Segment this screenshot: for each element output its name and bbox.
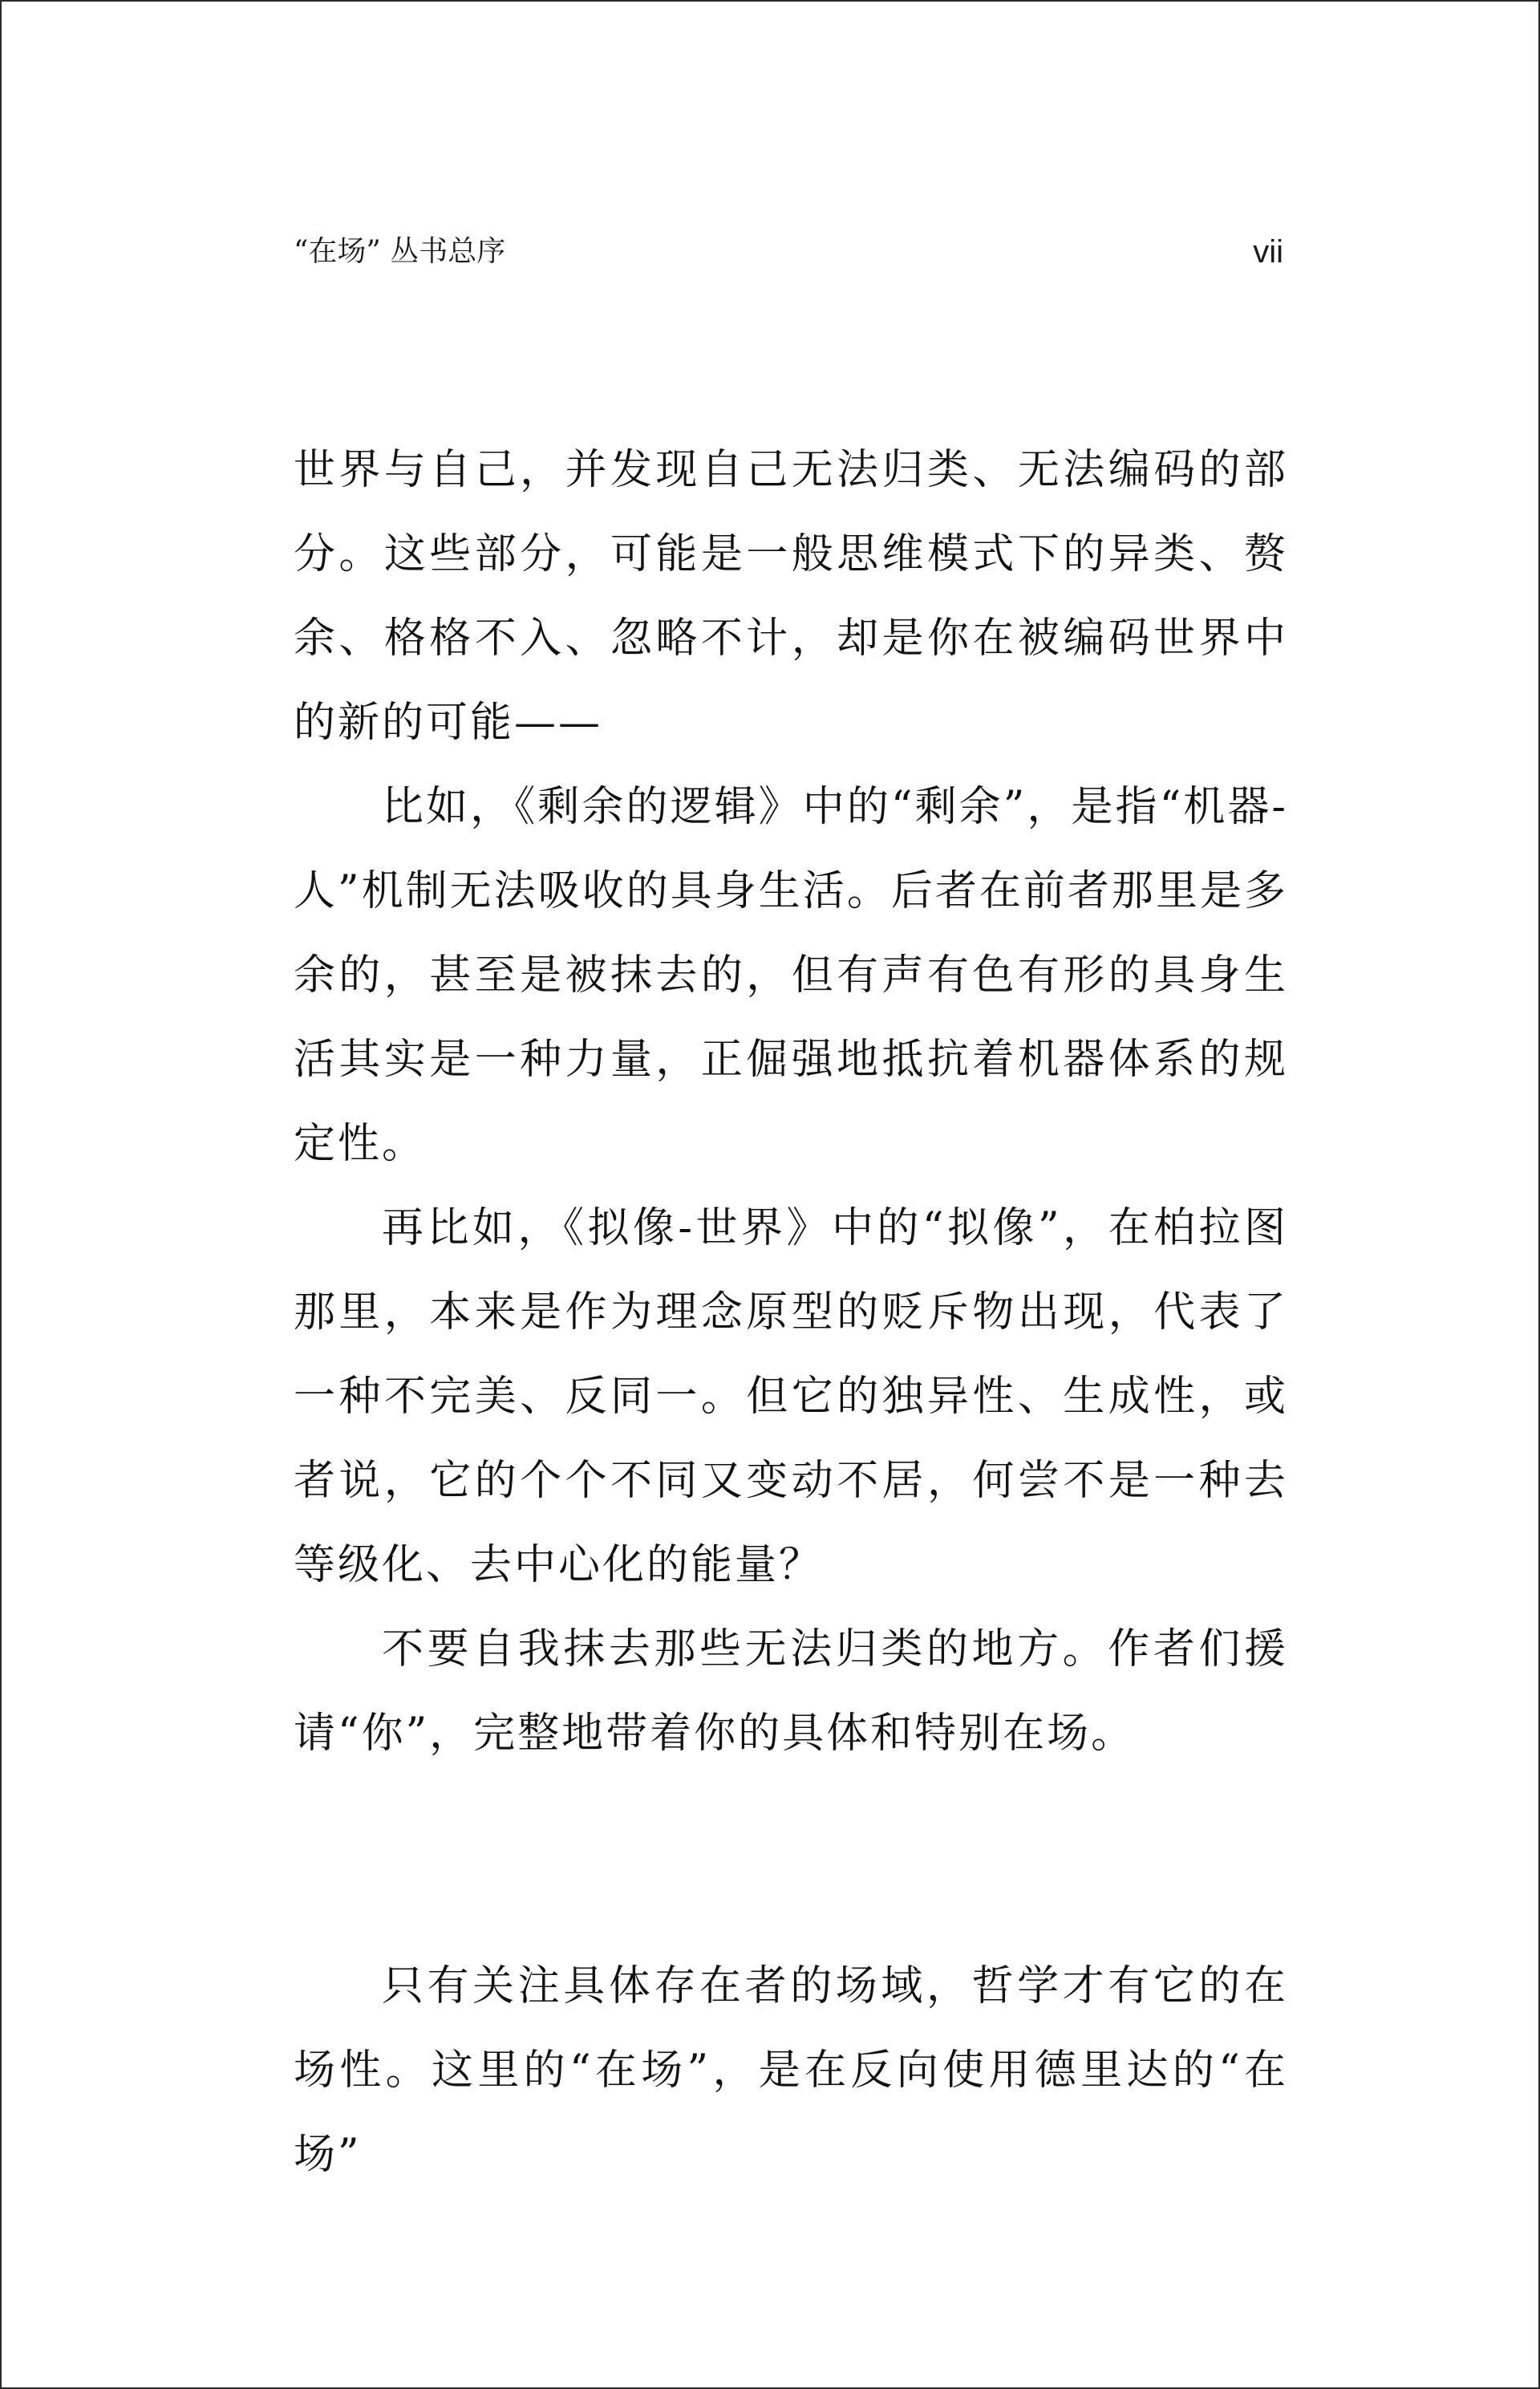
paragraph-invitation: 不要自我抹去那些无法归类的地方。作者们援请“你”，完整地带着你的具体和特别在场。 [294, 1625, 1288, 1758]
page-number: vii [1253, 234, 1283, 270]
paragraph-surplus-logic: 比如，《剩余的逻辑》中的“剩余”，是指“机器-人”机制无法吸收的具身生活。后者在前者那里是多余的，甚至是被抹去的，但有声有色有形的具身生活其实是一种力量，正倔强地抵抗着机器体系的规定性。 [294, 783, 1288, 1168]
body-text [294, 428, 1288, 2197]
running-head-title: “在场” 丛书总序 [294, 235, 506, 268]
section-break [294, 1776, 1288, 1945]
paragraph-presence: 只有关注具体存在者的场域，哲学才有它的在场性。这里的“在场”，是在反向使用德里达的“在场” [294, 1962, 1288, 2179]
paragraph-simulacra-world: 再比如，《拟像-世界》中的“拟像”，在柏拉图那里，本来是作为理念原型的贬斥物出现，代表了一种不完美、反同一。但它的独异性、生成性，或者说，它的个个不同又变动不居，何尝不是一种去等级化、去中心化的能量？ [294, 1204, 1288, 1589]
paragraph-continued: 世界与自己，并发现自己无法归类、无法编码的部分。这些部分，可能是一般思维模式下的异类、赘余、格格不入、忽略不计，却是你在被编码世界中的新的可能—— [294, 446, 1288, 747]
